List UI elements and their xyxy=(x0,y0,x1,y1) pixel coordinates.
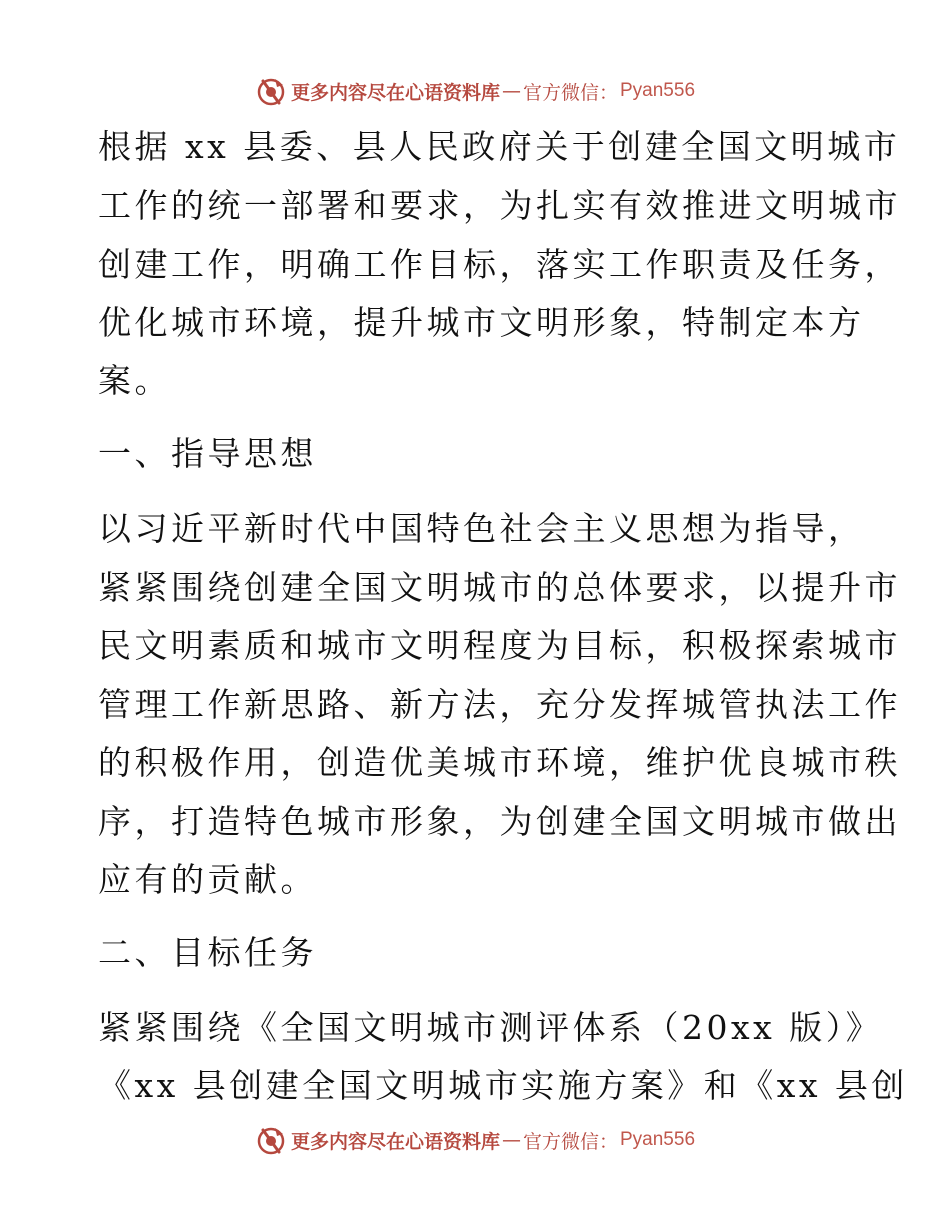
paragraph-line: 创建工作，明确工作目标，落实工作职责及任务， xyxy=(98,245,901,284)
header-wechat-handle: Pyan556 xyxy=(620,80,696,101)
paragraph-line: 应有的贡献。 xyxy=(98,860,317,899)
paragraph-line: 工作的统一部署和要求，为扎实有效推进文明城市 xyxy=(98,186,901,225)
paragraph-line: 根据 xx 县委、县人民政府关于创建全国文明城市 xyxy=(98,127,901,166)
paragraph-line: 序，打造特色城市形象，为创建全国文明城市做出 xyxy=(98,802,901,841)
paragraph-line: 优化城市环境，提升城市文明形象，特制定本方 xyxy=(98,303,865,342)
header-watermark xyxy=(0,71,950,111)
paragraph-line: 《xx 县创建全国文明城市实施方案》和《xx 县创 xyxy=(98,1066,908,1105)
footer-watermark xyxy=(0,1120,950,1160)
footer-separator: — xyxy=(501,1129,521,1151)
paragraph-line: 紧紧围绕创建全国文明城市的总体要求，以提升市 xyxy=(98,568,901,607)
header-separator: — xyxy=(501,80,521,102)
paragraph-line: 民文明素质和城市文明程度为目标，积极探索城市 xyxy=(98,626,901,665)
header-wechat-label: 官方微信： xyxy=(522,81,618,104)
paragraph-line: 的积极作用，创造优美城市环境，维护优良城市秩 xyxy=(98,743,901,782)
section-heading: 二、目标任务 xyxy=(98,933,317,972)
logo-icon xyxy=(255,1124,287,1156)
paragraph-line: 以习近平新时代中国特色社会主义思想为指导， xyxy=(98,509,865,548)
paragraph-line: 紧紧围绕《全国文明城市测评体系（20xx 版）》 xyxy=(98,1008,883,1047)
footer-wechat-label: 官方微信： xyxy=(522,1130,618,1153)
section-heading: 一、指导思想 xyxy=(98,434,317,473)
paragraph-line: 案。 xyxy=(98,361,171,400)
footer-brand-text: 更多内容尽在心语资料库 xyxy=(290,1130,500,1153)
header-brand-text: 更多内容尽在心语资料库 xyxy=(290,81,500,104)
logo-icon xyxy=(255,75,287,107)
footer-wechat-handle: Pyan556 xyxy=(620,1129,696,1150)
paragraph-line: 管理工作新思路、新方法，充分发挥城管执法工作 xyxy=(98,685,901,724)
